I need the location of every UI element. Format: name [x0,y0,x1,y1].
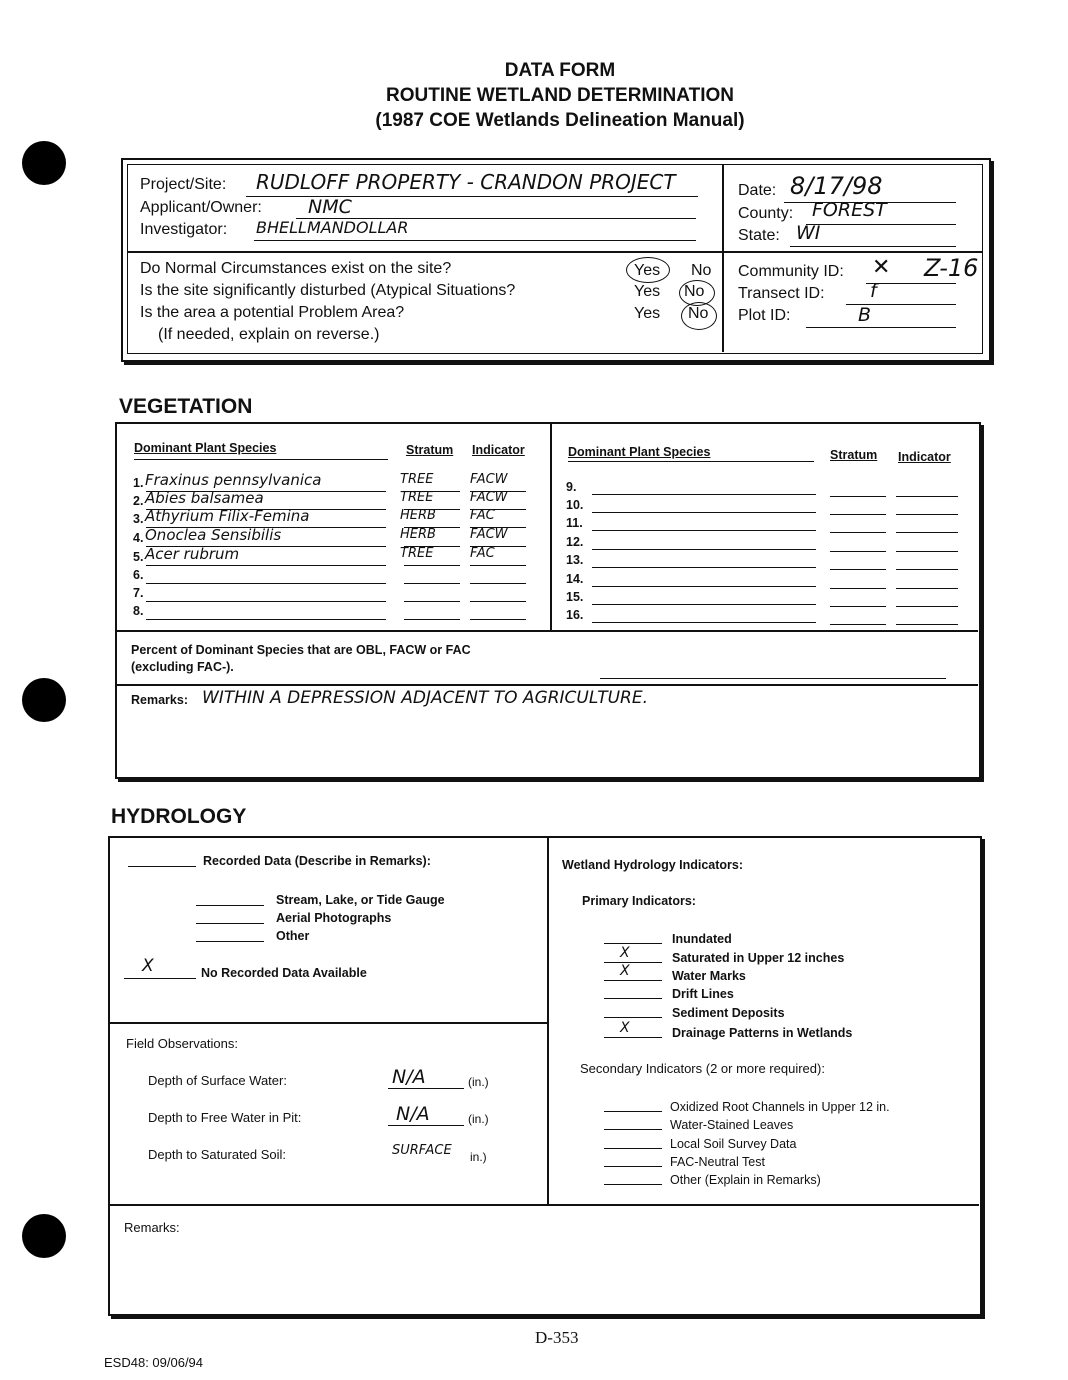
indicator-line [470,565,526,566]
indicator-value[interactable]: FAC [470,546,495,561]
species-name[interactable]: Onoclea Sensibilis [145,526,282,544]
site-row-divider [128,251,982,253]
indicator-line[interactable] [896,588,958,589]
stratum-line [404,565,460,566]
community-value[interactable]: Z-16 [924,254,979,282]
species-line [146,565,386,566]
stratum-value[interactable]: HERB [400,508,436,523]
species-line[interactable] [592,604,816,605]
state-label: State: [738,227,780,244]
no-recorded-blank [124,978,196,979]
indicator-line[interactable] [896,532,958,533]
stratum-line[interactable] [830,624,886,625]
indicator-value[interactable]: FACW [470,490,508,505]
col-stratum-left: Stratum [406,443,454,457]
free-water-line [388,1125,464,1126]
community-label: Community ID: [738,263,844,280]
hydrology-remarks-divider [110,1204,979,1206]
species-row-number: 10. [566,498,584,512]
indicator-line [470,619,526,620]
project-label: Project/Site: [140,176,227,193]
surface-water-unit: (in.) [468,1075,489,1089]
stratum-line[interactable] [830,551,886,552]
saturated-soil-unit: in.) [470,1150,487,1164]
other-blank[interactable] [196,941,264,942]
veg-remarks-value[interactable]: WITHIN A DEPRESSION ADJACENT TO AGRICULTURE. [202,688,648,708]
species-row-number: 8. [133,604,144,618]
vegetation-divider-2 [116,684,978,686]
county-line [806,224,956,225]
primary-indicator-label: Drainage Patterns in Wetlands [672,1026,853,1040]
stream-blank[interactable] [196,905,264,906]
primary-indicator-mark[interactable]: X [620,1020,630,1036]
recorded-data-label: Recorded Data (Describe in Remarks): [203,854,431,868]
primary-indicator-label: Sediment Deposits [672,1006,785,1020]
secondary-indicator-label: Local Soil Survey Data [670,1137,797,1151]
form-title: DATA FORM [504,60,616,81]
primary-indicator-label: Drift Lines [672,987,734,1001]
stratum-line [404,601,460,602]
primary-indicator-label: Saturated in Upper 12 inches [672,951,845,965]
q1-yes[interactable]: Yes [634,262,661,279]
species-line [146,601,386,602]
community-line [866,283,956,284]
field-obs-label: Field Observations: [126,1036,238,1051]
hydrology-title: HYDROLOGY [111,805,247,828]
species-row-number: 15. [566,590,584,604]
surface-water-label: Depth of Surface Water: [148,1073,287,1088]
recorded-data-blank[interactable] [128,866,196,867]
surface-water-line [388,1088,464,1089]
applicant-value[interactable]: NMC [308,196,352,218]
secondary-indicator-label: FAC-Neutral Test [670,1155,765,1169]
plot-line [806,327,956,328]
form-manual: (1987 COE Wetlands Delineation Manual) [375,110,745,131]
primary-indicator-blank[interactable] [604,962,662,963]
secondary-indicator-label: Water-Stained Leaves [670,1118,794,1132]
transect-value[interactable]: f [870,280,877,302]
species-line [146,619,386,620]
species-name[interactable]: Fraxinus pennsylvanica [145,471,322,489]
col-species-right-rule [568,461,814,462]
investigator-line [254,240,696,241]
hydrology-left-divider [110,1022,548,1024]
stratum-line[interactable] [830,514,886,515]
secondary-indicator-blank[interactable] [604,1166,662,1167]
q3-no-circle [681,302,717,330]
free-water-unit: (in.) [468,1112,489,1126]
hydro-remarks-label: Remarks: [124,1220,180,1235]
species-line [146,583,386,584]
stratum-value[interactable]: TREE [400,490,434,505]
indicator-line [470,601,526,602]
indicator-value[interactable]: FACW [470,472,508,487]
stratum-value[interactable]: TREE [400,472,434,487]
percent-line[interactable] [600,678,946,679]
primary-title: Primary Indicators: [582,894,696,908]
no-recorded-label: No Recorded Data Available [201,966,367,980]
saturated-soil-value[interactable]: SURFACE [392,1143,452,1158]
percent-label-1: Percent of Dominant Species that are OBL, FACW or FAC [131,643,471,657]
q1-no[interactable]: No [691,262,712,279]
species-row-number: 3. [133,512,144,526]
primary-indicator-mark[interactable]: X [620,963,630,979]
species-row-number: 13. [566,553,584,567]
species-name[interactable]: Athyrium Filix-Femina [145,507,310,525]
primary-indicator-mark[interactable]: X [620,945,630,961]
primary-indicator-blank[interactable] [604,1017,662,1018]
vegetation-title: VEGETATION [119,395,253,418]
q1-yes-circle [626,257,670,283]
indicator-line[interactable] [896,551,958,552]
q2-no[interactable]: No [684,283,705,300]
q3-no[interactable]: No [688,305,709,322]
secondary-indicator-label: Oxidized Root Channels in Upper 12 in. [670,1100,890,1114]
stratum-line[interactable] [830,606,886,607]
aerial-blank[interactable] [196,923,264,924]
species-row-number: 6. [133,568,144,582]
indicator-line [470,583,526,584]
plot-label: Plot ID: [738,307,791,324]
species-line[interactable] [592,567,816,568]
surface-water-value[interactable]: N/A [392,1066,426,1088]
col-species-left: Dominant Plant Species [134,441,277,455]
indicator-line[interactable] [896,496,958,497]
question-disturbed: Is the site significantly disturbed (Atypical Situations? [140,282,516,299]
primary-indicator-blank[interactable] [604,943,662,944]
date-label: Date: [738,182,777,199]
transect-label: Transect ID: [738,285,825,302]
state-value[interactable]: WI [796,222,821,244]
binder-hole-middle [22,678,66,722]
binder-hole-top [22,141,66,185]
species-row-number: 2. [133,494,144,508]
species-line[interactable] [592,530,816,531]
form-subtitle: ROUTINE WETLAND DETERMINATION [386,85,734,106]
primary-indicator-blank[interactable] [604,1037,662,1038]
q2-yes[interactable]: Yes [634,283,661,300]
free-water-label: Depth to Free Water in Pit: [148,1110,302,1125]
question-note: (If needed, explain on reverse.) [158,326,380,343]
stratum-line[interactable] [830,569,886,570]
question-normal: Do Normal Circumstances exist on the site? [140,260,452,277]
binder-hole-bottom [22,1214,66,1258]
primary-indicator-label: Water Marks [672,969,746,983]
project-value[interactable]: RUDLOFF PROPERTY - CRANDON PROJECT [256,170,676,194]
species-row-number: 4. [133,531,144,545]
page-number: D-353 [535,1328,579,1347]
species-row-number: 7. [133,586,144,600]
species-line[interactable] [592,512,816,513]
species-line[interactable] [592,622,816,623]
site-divider [722,165,724,352]
stratum-value[interactable]: HERB [400,527,436,542]
vegetation-col-divider [550,424,552,630]
date-value[interactable]: 8/17/98 [790,172,883,200]
secondary-indicator-blank[interactable] [604,1148,662,1149]
stratum-line [404,583,460,584]
col-species-left-rule [134,459,388,460]
primary-indicator-blank[interactable] [604,998,662,999]
saturated-soil-label: Depth to Saturated Soil: [148,1147,287,1162]
stratum-line[interactable] [830,496,886,497]
county-label: County: [738,205,794,222]
species-line[interactable] [592,549,816,550]
county-value[interactable]: FOREST [812,199,887,221]
species-row-number: 1. [133,476,144,490]
secondary-indicator-blank[interactable] [604,1184,662,1185]
q3-yes[interactable]: Yes [634,305,661,322]
indicator-line[interactable] [896,514,958,515]
indicator-value[interactable]: FACW [470,527,508,542]
species-row-number: 5. [133,550,144,564]
no-recorded-mark[interactable]: X [142,956,154,976]
species-row-number: 16. [566,608,584,622]
secondary-title: Secondary Indicators (2 or more required): [580,1061,825,1076]
hydrology-col-divider [547,838,549,1204]
vegetation-divider-1 [116,630,978,632]
other-label: Other [276,929,310,943]
col-indicator-right: Indicator [898,450,951,464]
form-code: ESD48: 09/06/94 [104,1355,204,1370]
indicator-line[interactable] [896,569,958,570]
secondary-indicator-label: Other (Explain in Remarks) [670,1173,821,1187]
col-species-right: Dominant Plant Species [568,445,711,459]
stratum-line[interactable] [830,588,886,589]
species-line[interactable] [592,494,816,495]
stratum-value[interactable]: TREE [400,546,434,561]
aerial-label: Aerial Photographs [276,911,392,925]
primary-indicator-label: Inundated [672,932,732,946]
applicant-label: Applicant/Owner: [140,199,262,216]
col-stratum-right: Stratum [830,448,878,462]
community-strike: ✕ [872,255,891,280]
species-row-number: 12. [566,535,584,549]
investigator-label: Investigator: [140,221,228,238]
plot-value[interactable]: B [858,304,872,326]
question-problem: Is the area a potential Problem Area? [140,304,405,321]
percent-label-2: (excluding FAC-). [131,660,234,674]
species-row-number: 14. [566,572,584,586]
indicator-line[interactable] [896,606,958,607]
indicator-line[interactable] [896,624,958,625]
primary-indicator-blank[interactable] [604,980,662,981]
secondary-indicator-blank[interactable] [604,1129,662,1130]
veg-remarks-label: Remarks: [131,693,188,707]
stratum-line [404,619,460,620]
indicators-title: Wetland Hydrology Indicators: [562,858,744,872]
state-line [790,246,956,247]
stratum-line[interactable] [830,532,886,533]
species-row-number: 11. [566,516,583,530]
col-indicator-left: Indicator [472,443,525,457]
secondary-indicator-blank[interactable] [604,1111,662,1112]
species-name[interactable]: Acer rubrum [145,545,240,563]
species-line[interactable] [592,586,816,587]
free-water-value[interactable]: N/A [396,1103,430,1125]
species-name[interactable]: Abies balsamea [145,489,264,507]
stream-label: Stream, Lake, or Tide Gauge [276,893,445,907]
indicator-value[interactable]: FAC [470,508,495,523]
species-row-number: 9. [566,480,577,494]
investigator-value[interactable]: BHELLMANDOLLAR [256,218,409,237]
